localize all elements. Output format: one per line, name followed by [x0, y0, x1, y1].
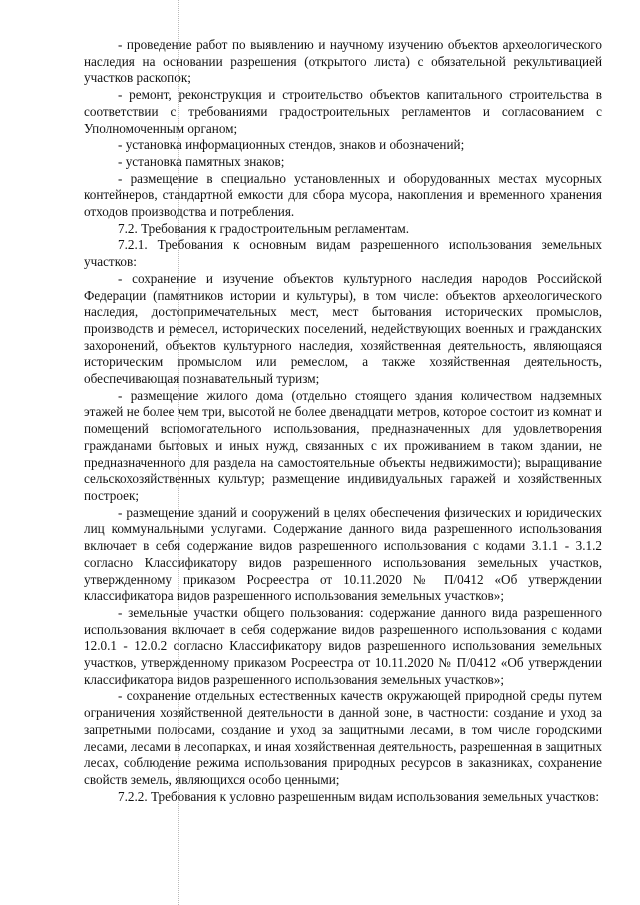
paragraph-info-stands: - установка информационных стендов, знаков и обозначений; — [118, 137, 465, 153]
paragraph-waste-containers: - размещение в специально установленных и оборудованных местах мусорных контейнеров, стандартной емкости для сбора мусора, накопления и временного хранения отходов производства и потребления. — [84, 170, 602, 220]
paragraph-residential-house: - размещение жилого дома (отдельно стоящего здания количеством надземных этажей не более чем три, высотой не более двенадцати метров, которое состоит из комнат и помещений вспомогательного использования, предназначенных для удовлетворения гражданами бытовых и иных нужд, связанных с их проживанием в таком здании, не предназначенного для раздела на самостоятельные объекты недвижимости); выращивание сельскохозяйственных культур; размещение индивидуальных гаражей и хозяйственных построек; — [84, 387, 602, 503]
document-body — [84, 37, 602, 805]
section-heading-7-2: 7.2. Требования к градостроительным регламентам. — [118, 220, 410, 236]
paragraph-capital-construction: - ремонт, реконструкция и строительство объектов капитального строительства в соответствии с требованиями градостроительных регламентов и согласованием с Уполномоченным органом; — [84, 87, 602, 136]
paragraph-heritage-preservation: - сохранение и изучение объектов культурного наследия народов Российской Федерации (памятников истории и культуры), в том числе: объектов археологического наследия, достопримечательных мест, мест бытования исторических промыслов, производств и ремесел, исторических поселений, недействующих военных и гражданских захоронений, объектов культурного наследия, хозяйственная деятельность, являющаяся историческим промыслом или ремеслом, а также хозяйственная деятельность, обеспечивающая познавательный туризм; — [84, 270, 602, 387]
paragraph-archaeology-works: - проведение работ по выявлению и научному изучению объектов археологического наследия на основании разрешения (открытого листа) с обязательной рекультивацией участков раскопок; — [84, 37, 602, 86]
section-heading-7-2-2: 7.2.2. Требования к условно разрешенным видам использования земельных участков: — [118, 788, 600, 804]
paragraph-memorial-signs: - установка памятных знаков; — [118, 153, 285, 169]
paragraph-public-land: - земельные участки общего пользования: содержание данного вида разрешенного использования включает в себя содержание видов разрешенного использования с кодами 12.0.1 - 12.0.2 согласно Классификатору видов разрешенного использования земельных участков, утвержденному приказом Росреестра от 10.11.2020 № П/0412 «Об утверждении классификатора видов разрешенного использования земельных участков»; — [84, 604, 602, 687]
section-heading-7-2-1: 7.2.1. Требования к основным видам разрешенного использования земельных участков: — [84, 237, 602, 270]
paragraph-natural-environment: - сохранение отдельных естественных качеств окружающей природной среды путем ограничения хозяйственной деятельности в данной зоне, в частности: создание и уход за запретными полосами, создание и уход за защитными лесами, в том числе городскими лесами, лесами в лесопарках, и иная хозяйственная деятельность, разрешенная в защитных лесах, соблюдение режима использования природных ресурсов в заказниках, сохранение свойств земель, являющихся особо ценными; — [84, 688, 602, 787]
paragraph-utility-buildings: - размещение зданий и сооружений в целях обеспечения физических и юридических лиц коммунальными услугами. Содержание данного вида разрешенного использования включает в себя содержание видов разрешенного использования с кодами 3.1.1 - 3.1.2 согласно Классификатору видов разрешенного использования земельных участков, утвержденному приказом Росреестра от 10.11.2020 № П/0412 «Об утверждении классификатора видов разрешенного использования земельных участков»; — [84, 504, 602, 604]
